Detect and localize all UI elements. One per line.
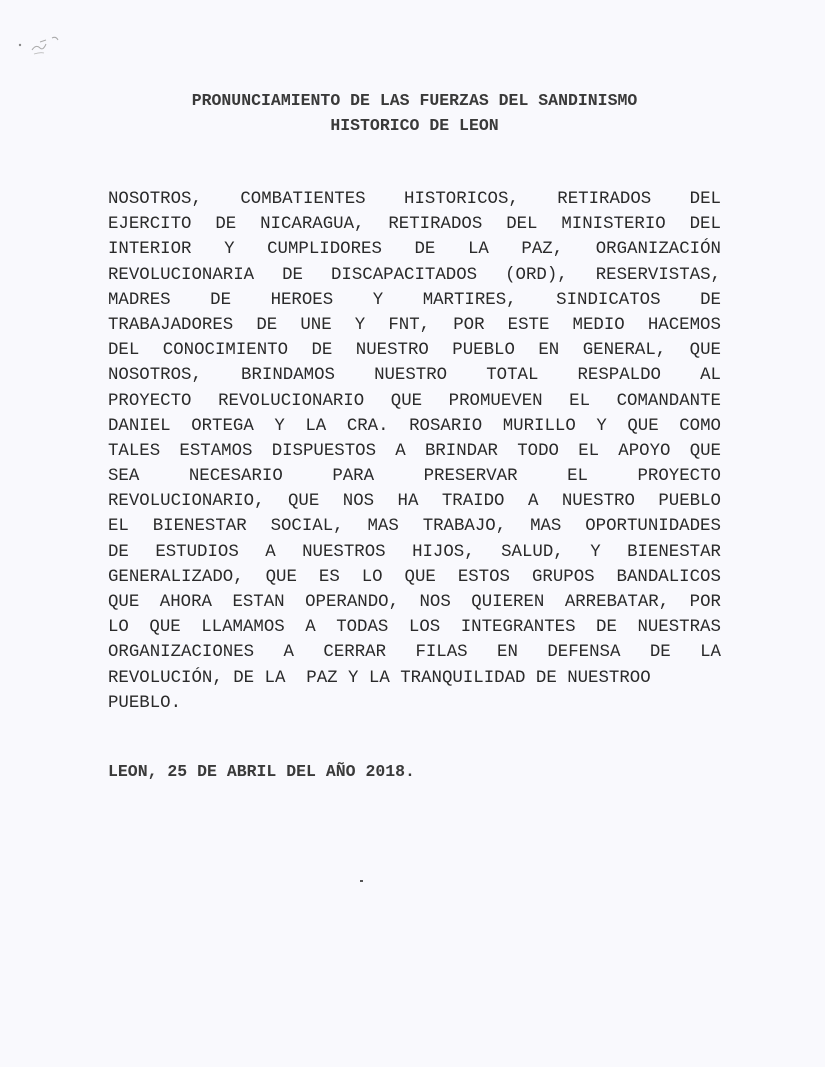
body-word: CONOCIMIENTO (162, 341, 288, 361)
body-word: ESTAMOS (179, 441, 253, 461)
body-word: Y (372, 290, 384, 310)
body-word: RESERVISTAS, (595, 265, 721, 285)
body-word: OPORTUNIDADES (585, 517, 721, 537)
body-word: QUE (404, 567, 436, 587)
body-word: NICARAGUA, (260, 215, 365, 235)
body-word: MAS (367, 517, 399, 537)
body-word: QUE (689, 341, 721, 361)
body-line (108, 514, 721, 539)
body-word: HACEMOS (647, 315, 721, 335)
body-word: ARREBATAR, (564, 593, 670, 612)
body-word: GRUPOS (531, 567, 595, 587)
body-word: LOS (408, 618, 441, 638)
body-word: REVOLUCIÓN, DE LA PAZ Y LA TRANQUILIDAD DE NUESTROO (108, 668, 651, 688)
body-word: PROYECTO (637, 467, 721, 487)
body-word: PROYECTO (108, 391, 192, 411)
body-word: NOS (342, 492, 375, 512)
body-line (108, 590, 721, 615)
body-word: DEL (506, 215, 538, 235)
body-word: LA (700, 643, 721, 663)
body-word: MADRES (108, 290, 171, 310)
body-line (108, 212, 721, 237)
body-word: DE (282, 265, 303, 285)
body-word: PUEBLO (452, 341, 515, 361)
body-line (108, 338, 721, 363)
body-word: DE (700, 290, 721, 310)
body-word: DISCAPACITADOS (330, 265, 478, 285)
body-word: LO (108, 618, 129, 638)
body-word: SINDICATOS (556, 290, 661, 310)
body-word: GENERALIZADO, (108, 567, 244, 587)
body-word: DE (596, 618, 617, 638)
body-word: SEA (108, 467, 140, 487)
body-line (108, 464, 721, 489)
body-word: MURILLO (502, 416, 576, 436)
scan-speck (360, 880, 363, 882)
body-word: LLAMAMOS (201, 618, 285, 638)
body-word: EL (567, 467, 588, 487)
body-word: INTEGRANTES (460, 618, 576, 638)
closing-date: LEON, 25 DE ABRIL DEL AÑO 2018. (108, 762, 415, 781)
body-word: QUE (390, 391, 423, 411)
body-word: HISTORICOS, (404, 190, 519, 209)
body-word: MEDIO (572, 315, 625, 335)
body-word: RETIRADOS (557, 190, 652, 209)
body-word: REVOLUCIONARIA (108, 265, 255, 285)
body-word: LA (305, 416, 327, 436)
body-line (108, 363, 721, 388)
body-word: REVOLUCIONARIO (218, 391, 365, 411)
body-word: QUE (149, 618, 181, 638)
body-word: DEL (108, 341, 140, 361)
body-word: PARA (332, 467, 375, 487)
body-line (108, 237, 721, 262)
body-line (108, 187, 721, 212)
body-line (108, 640, 721, 665)
body-word: AHORA (159, 593, 212, 612)
body-word: DE (210, 290, 232, 310)
body-word: ORTEGA (191, 416, 254, 436)
body-word: EJERCITO (108, 215, 192, 235)
body-word: A (265, 542, 276, 562)
handwritten-mark (18, 28, 78, 58)
body-word: REVOLUCIONARIO, (108, 492, 265, 512)
body-word: TRAIDO (441, 492, 505, 512)
body-word: CERRAR (323, 643, 387, 663)
body-word: Y (274, 416, 285, 436)
body-word: POR (453, 315, 485, 335)
body-word: OPERANDO, (305, 593, 400, 612)
body-word: NECESARIO (188, 467, 283, 487)
body-line (108, 666, 721, 691)
body-word: NUESTROS (302, 542, 386, 562)
body-word: BANDALICOS (616, 567, 721, 587)
body-word: EN (497, 643, 518, 663)
body-word: POR (689, 593, 721, 612)
body-word: BIENESTAR (152, 517, 247, 537)
body-line (108, 263, 721, 288)
body-word: NUESTRO (355, 341, 429, 361)
body-word: NUESTRO (374, 366, 448, 386)
body-word: RETIRADOS (388, 215, 483, 235)
body-word: ROSARIO (409, 416, 483, 436)
body-word: EL (578, 441, 600, 461)
document-title-line-2: HISTORICO DE LEON (330, 116, 499, 135)
body-word: A (283, 643, 294, 663)
body-line (108, 615, 721, 640)
body-word: NOSOTROS, (108, 366, 202, 386)
body-word: COMANDANTE (616, 391, 721, 411)
body-word: LO (361, 567, 383, 587)
body-line (108, 540, 721, 565)
body-word: DANIEL (108, 416, 171, 436)
body-word: APOYO (618, 441, 671, 461)
body-word: CUMPLIDORES (267, 240, 382, 260)
body-word: ESTE (507, 315, 550, 335)
body-word: ESTOS (457, 567, 510, 587)
body-word: DEFENSA (547, 643, 621, 663)
body-word: TRABAJADORES (108, 315, 234, 335)
body-word: GENERAL, (582, 341, 667, 361)
body-word: DE (311, 341, 333, 361)
body-word: ES (318, 567, 340, 587)
body-word: NOSOTROS, (108, 190, 202, 209)
body-word: HA (397, 492, 419, 512)
body-word: SOCIAL, (270, 517, 344, 537)
body-word: COMBATIENTES (240, 190, 366, 209)
body-word: DE (215, 215, 237, 235)
body-word: EL (108, 517, 129, 537)
body-word: PAZ, (521, 240, 564, 260)
body-line (108, 389, 721, 414)
body-word: ESTAN (232, 593, 285, 612)
body-word: FNT, (388, 315, 431, 335)
body-word: CRA. (346, 416, 389, 436)
body-word: COMO (679, 416, 721, 436)
body-line (108, 691, 721, 716)
body-word: BIENESTAR (627, 542, 721, 562)
body-word: RESPALDO (577, 366, 661, 386)
body-word: SALUD, (501, 542, 564, 562)
body-word: Y (354, 315, 366, 335)
body-line (108, 439, 721, 464)
body-word: ESTUDIOS (155, 542, 239, 562)
body-word: DE (649, 643, 671, 663)
body-word: QUE (108, 593, 140, 612)
body-word: Y (596, 416, 607, 436)
body-word: FILAS (415, 643, 468, 663)
body-word: DISPUESTOS (271, 441, 377, 461)
body-word: DE (256, 315, 278, 335)
document-title-line-1: PRONUNCIAMIENTO DE LAS FUERZAS DEL SANDINISMO (191, 91, 638, 110)
body-word: HIJOS, (412, 542, 475, 562)
body-word: A (527, 492, 539, 512)
body-word: DEL (689, 215, 721, 235)
body-word: LA (467, 240, 489, 260)
body-word: NOS (419, 593, 451, 612)
body-word: QUE (689, 441, 721, 461)
body-word: UNE (300, 315, 332, 335)
body-word: MINISTERIO (561, 215, 666, 235)
body-word: NUESTRAS (637, 618, 721, 638)
body-word: QUE (288, 492, 320, 512)
document-body (108, 187, 721, 716)
body-word: A (305, 618, 316, 638)
body-line (108, 288, 721, 313)
body-word: BRINDAR (424, 441, 498, 461)
body-word: HEROES (270, 290, 334, 310)
body-word: DEL (689, 190, 721, 209)
body-word: BRINDAMOS (241, 366, 335, 386)
body-word: TOTAL (486, 366, 539, 386)
body-word: AL (700, 366, 721, 386)
body-word: A (395, 441, 406, 461)
body-word: PRESERVAR (423, 467, 518, 487)
body-word: Y (590, 542, 601, 562)
body-word: MARTIRES, (422, 290, 517, 310)
body-word: EN (538, 341, 560, 361)
body-word: ORGANIZACIONES (108, 643, 255, 663)
body-word: PUEBLO (658, 492, 721, 512)
body-word: QUE (265, 567, 297, 587)
body-word: TALES (108, 441, 161, 461)
body-line (108, 313, 721, 338)
body-word: QUE (627, 416, 659, 436)
body-word: PUEBLO. (108, 693, 182, 713)
body-word: Y (224, 240, 235, 260)
body-word: QUIEREN (471, 593, 545, 612)
body-word: ORGANIZACIÓN (595, 240, 721, 260)
body-word: EL (569, 391, 591, 411)
body-word: MAS (530, 517, 562, 537)
body-word: PROMUEVEN (448, 391, 543, 411)
body-line (108, 414, 721, 439)
body-line (108, 565, 721, 590)
body-word: TRABAJO, (422, 517, 507, 537)
body-word: DE (108, 542, 129, 562)
body-word: (ORD), (505, 265, 568, 285)
body-word: DE (414, 240, 436, 260)
body-line (108, 489, 721, 514)
body-word: NUESTRO (561, 492, 635, 512)
body-word: INTERIOR (108, 240, 192, 260)
body-word: TODO (517, 441, 559, 461)
body-word: TODAS (336, 618, 389, 638)
